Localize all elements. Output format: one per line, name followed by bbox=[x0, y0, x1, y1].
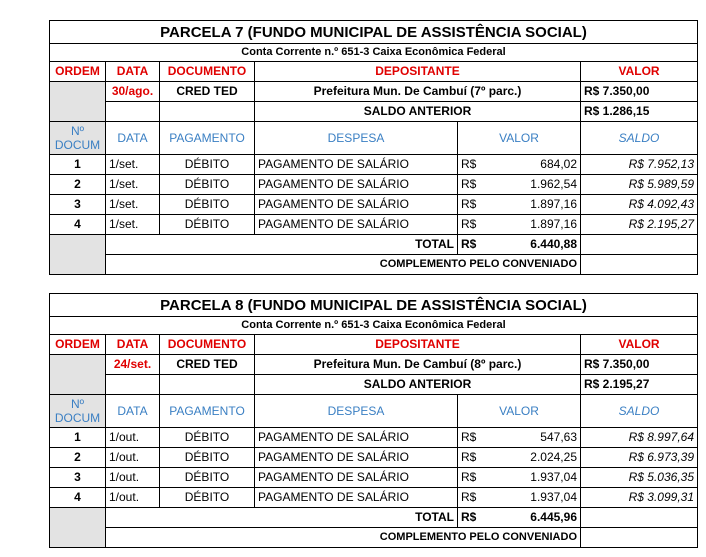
row-date: 1/out. bbox=[106, 468, 160, 488]
row-doc: 4 bbox=[50, 488, 106, 508]
table-row bbox=[50, 468, 698, 488]
row-currency: R$ bbox=[458, 155, 491, 175]
row-value: 547,63 bbox=[491, 428, 581, 448]
empty-cell bbox=[581, 235, 698, 255]
subheader-despesa: DESPESA bbox=[255, 122, 458, 155]
row-value: 1.937,04 bbox=[491, 468, 581, 488]
empty-cell bbox=[50, 235, 106, 275]
row-payment: DÉBITO bbox=[160, 155, 255, 175]
deposit-value: R$ 7.350,00 bbox=[581, 82, 698, 102]
row-currency: R$ bbox=[458, 215, 491, 235]
row-expense: PAGAMENTO DE SALÁRIO bbox=[255, 428, 458, 448]
complemento-label: COMPLEMENTO PELO CONVENIADO bbox=[106, 528, 581, 548]
row-balance: R$ 5.036,35 bbox=[581, 468, 698, 488]
total-label: TOTAL bbox=[106, 508, 458, 528]
table-row bbox=[50, 155, 698, 175]
empty-cell bbox=[581, 528, 698, 548]
row-balance: R$ 7.952,13 bbox=[581, 155, 698, 175]
empty-cell bbox=[581, 508, 698, 528]
row-value: 1.962,54 bbox=[491, 175, 581, 195]
row-doc: 2 bbox=[50, 448, 106, 468]
row-date: 1/set. bbox=[106, 215, 160, 235]
row-doc: 1 bbox=[50, 428, 106, 448]
table-row bbox=[50, 428, 698, 448]
row-date: 1/out. bbox=[106, 428, 160, 448]
header-data: DATA bbox=[106, 62, 160, 82]
row-date: 1/set. bbox=[106, 195, 160, 215]
empty-cell bbox=[50, 82, 106, 122]
row-balance: R$ 4.092,43 bbox=[581, 195, 698, 215]
saldo-anterior-label: SALDO ANTERIOR bbox=[255, 102, 581, 122]
row-payment: DÉBITO bbox=[160, 468, 255, 488]
saldo-anterior-value: R$ 1.286,15 bbox=[581, 102, 698, 122]
empty-cell bbox=[50, 355, 106, 395]
row-expense: PAGAMENTO DE SALÁRIO bbox=[255, 215, 458, 235]
total-currency: R$ bbox=[458, 508, 491, 528]
row-doc: 2 bbox=[50, 175, 106, 195]
row-expense: PAGAMENTO DE SALÁRIO bbox=[255, 195, 458, 215]
row-currency: R$ bbox=[458, 195, 491, 215]
row-value: 1.937,04 bbox=[491, 488, 581, 508]
subheader-valor: VALOR bbox=[458, 122, 581, 155]
row-payment: DÉBITO bbox=[160, 488, 255, 508]
account-info: Conta Corrente n.º 651-3 Caixa Econômica Federal bbox=[50, 44, 698, 62]
deposit-document: CRED TED bbox=[160, 355, 255, 375]
row-date: 1/set. bbox=[106, 155, 160, 175]
header-valor: VALOR bbox=[581, 335, 698, 355]
row-balance: R$ 6.973,39 bbox=[581, 448, 698, 468]
row-balance: R$ 2.195,27 bbox=[581, 215, 698, 235]
row-currency: R$ bbox=[458, 488, 491, 508]
deposit-value: R$ 7.350,00 bbox=[581, 355, 698, 375]
subheader-doc: Nº DOCUM bbox=[50, 395, 106, 428]
table-row bbox=[50, 195, 698, 215]
subheader-pagamento: PAGAMENTO bbox=[160, 395, 255, 428]
row-value: 1.897,16 bbox=[491, 215, 581, 235]
table-row bbox=[50, 215, 698, 235]
row-date: 1/set. bbox=[106, 175, 160, 195]
empty-cell bbox=[106, 375, 160, 395]
subheader-doc: Nº DOCUM bbox=[50, 122, 106, 155]
empty-cell bbox=[50, 508, 106, 548]
header-ordem: ORDEM bbox=[50, 335, 106, 355]
header-depositante: DEPOSITANTE bbox=[255, 335, 581, 355]
header-documento: DOCUMENTO bbox=[160, 62, 255, 82]
subheader-data: DATA bbox=[106, 122, 160, 155]
row-balance: R$ 5.989,59 bbox=[581, 175, 698, 195]
deposit-document: CRED TED bbox=[160, 82, 255, 102]
row-expense: PAGAMENTO DE SALÁRIO bbox=[255, 468, 458, 488]
row-payment: DÉBITO bbox=[160, 428, 255, 448]
empty-cell bbox=[106, 102, 160, 122]
row-date: 1/out. bbox=[106, 448, 160, 468]
subheader-pagamento: PAGAMENTO bbox=[160, 122, 255, 155]
row-payment: DÉBITO bbox=[160, 215, 255, 235]
header-valor: VALOR bbox=[581, 62, 698, 82]
row-doc: 3 bbox=[50, 468, 106, 488]
row-payment: DÉBITO bbox=[160, 195, 255, 215]
row-currency: R$ bbox=[458, 468, 491, 488]
empty-cell bbox=[160, 375, 255, 395]
row-expense: PAGAMENTO DE SALÁRIO bbox=[255, 488, 458, 508]
empty-cell bbox=[160, 102, 255, 122]
deposit-date: 30/ago. bbox=[106, 82, 160, 102]
row-value: 2.024,25 bbox=[491, 448, 581, 468]
subheader-valor: VALOR bbox=[458, 395, 581, 428]
header-data: DATA bbox=[106, 335, 160, 355]
row-doc: 1 bbox=[50, 155, 106, 175]
row-balance: R$ 3.099,31 bbox=[581, 488, 698, 508]
row-expense: PAGAMENTO DE SALÁRIO bbox=[255, 448, 458, 468]
row-currency: R$ bbox=[458, 175, 491, 195]
subheader-data: DATA bbox=[106, 395, 160, 428]
table-row bbox=[50, 488, 698, 508]
row-currency: R$ bbox=[458, 448, 491, 468]
row-date: 1/out. bbox=[106, 488, 160, 508]
account-info: Conta Corrente n.º 651-3 Caixa Econômica Federal bbox=[50, 317, 698, 335]
deposit-depositor: Prefeitura Mun. De Cambuí (8º parc.) bbox=[255, 355, 581, 375]
row-expense: PAGAMENTO DE SALÁRIO bbox=[255, 155, 458, 175]
header-documento: DOCUMENTO bbox=[160, 335, 255, 355]
row-payment: DÉBITO bbox=[160, 448, 255, 468]
header-depositante: DEPOSITANTE bbox=[255, 62, 581, 82]
deposit-depositor: Prefeitura Mun. De Cambuí (7º parc.) bbox=[255, 82, 581, 102]
table-title: PARCELA 7 (FUNDO MUNICIPAL DE ASSISTÊNCIA SOCIAL) bbox=[50, 21, 698, 44]
complemento-label: COMPLEMENTO PELO CONVENIADO bbox=[106, 255, 581, 275]
row-currency: R$ bbox=[458, 428, 491, 448]
empty-cell bbox=[581, 255, 698, 275]
saldo-anterior-value: R$ 2.195,27 bbox=[581, 375, 698, 395]
total-currency: R$ bbox=[458, 235, 491, 255]
subheader-saldo: SALDO bbox=[581, 395, 698, 428]
table-title: PARCELA 8 (FUNDO MUNICIPAL DE ASSISTÊNCIA SOCIAL) bbox=[50, 294, 698, 317]
row-expense: PAGAMENTO DE SALÁRIO bbox=[255, 175, 458, 195]
deposit-date: 24/set. bbox=[106, 355, 160, 375]
saldo-anterior-label: SALDO ANTERIOR bbox=[255, 375, 581, 395]
row-value: 684,02 bbox=[491, 155, 581, 175]
table-row bbox=[50, 175, 698, 195]
total-label: TOTAL bbox=[106, 235, 458, 255]
subheader-saldo: SALDO bbox=[581, 122, 698, 155]
total-value: 6.445,96 bbox=[491, 508, 581, 528]
parcela-table bbox=[49, 293, 698, 548]
header-ordem: ORDEM bbox=[50, 62, 106, 82]
row-balance: R$ 8.997,64 bbox=[581, 428, 698, 448]
row-doc: 3 bbox=[50, 195, 106, 215]
subheader-despesa: DESPESA bbox=[255, 395, 458, 428]
row-doc: 4 bbox=[50, 215, 106, 235]
parcela-table bbox=[49, 20, 698, 275]
row-payment: DÉBITO bbox=[160, 175, 255, 195]
table-row bbox=[50, 448, 698, 468]
row-value: 1.897,16 bbox=[491, 195, 581, 215]
total-value: 6.440,88 bbox=[491, 235, 581, 255]
